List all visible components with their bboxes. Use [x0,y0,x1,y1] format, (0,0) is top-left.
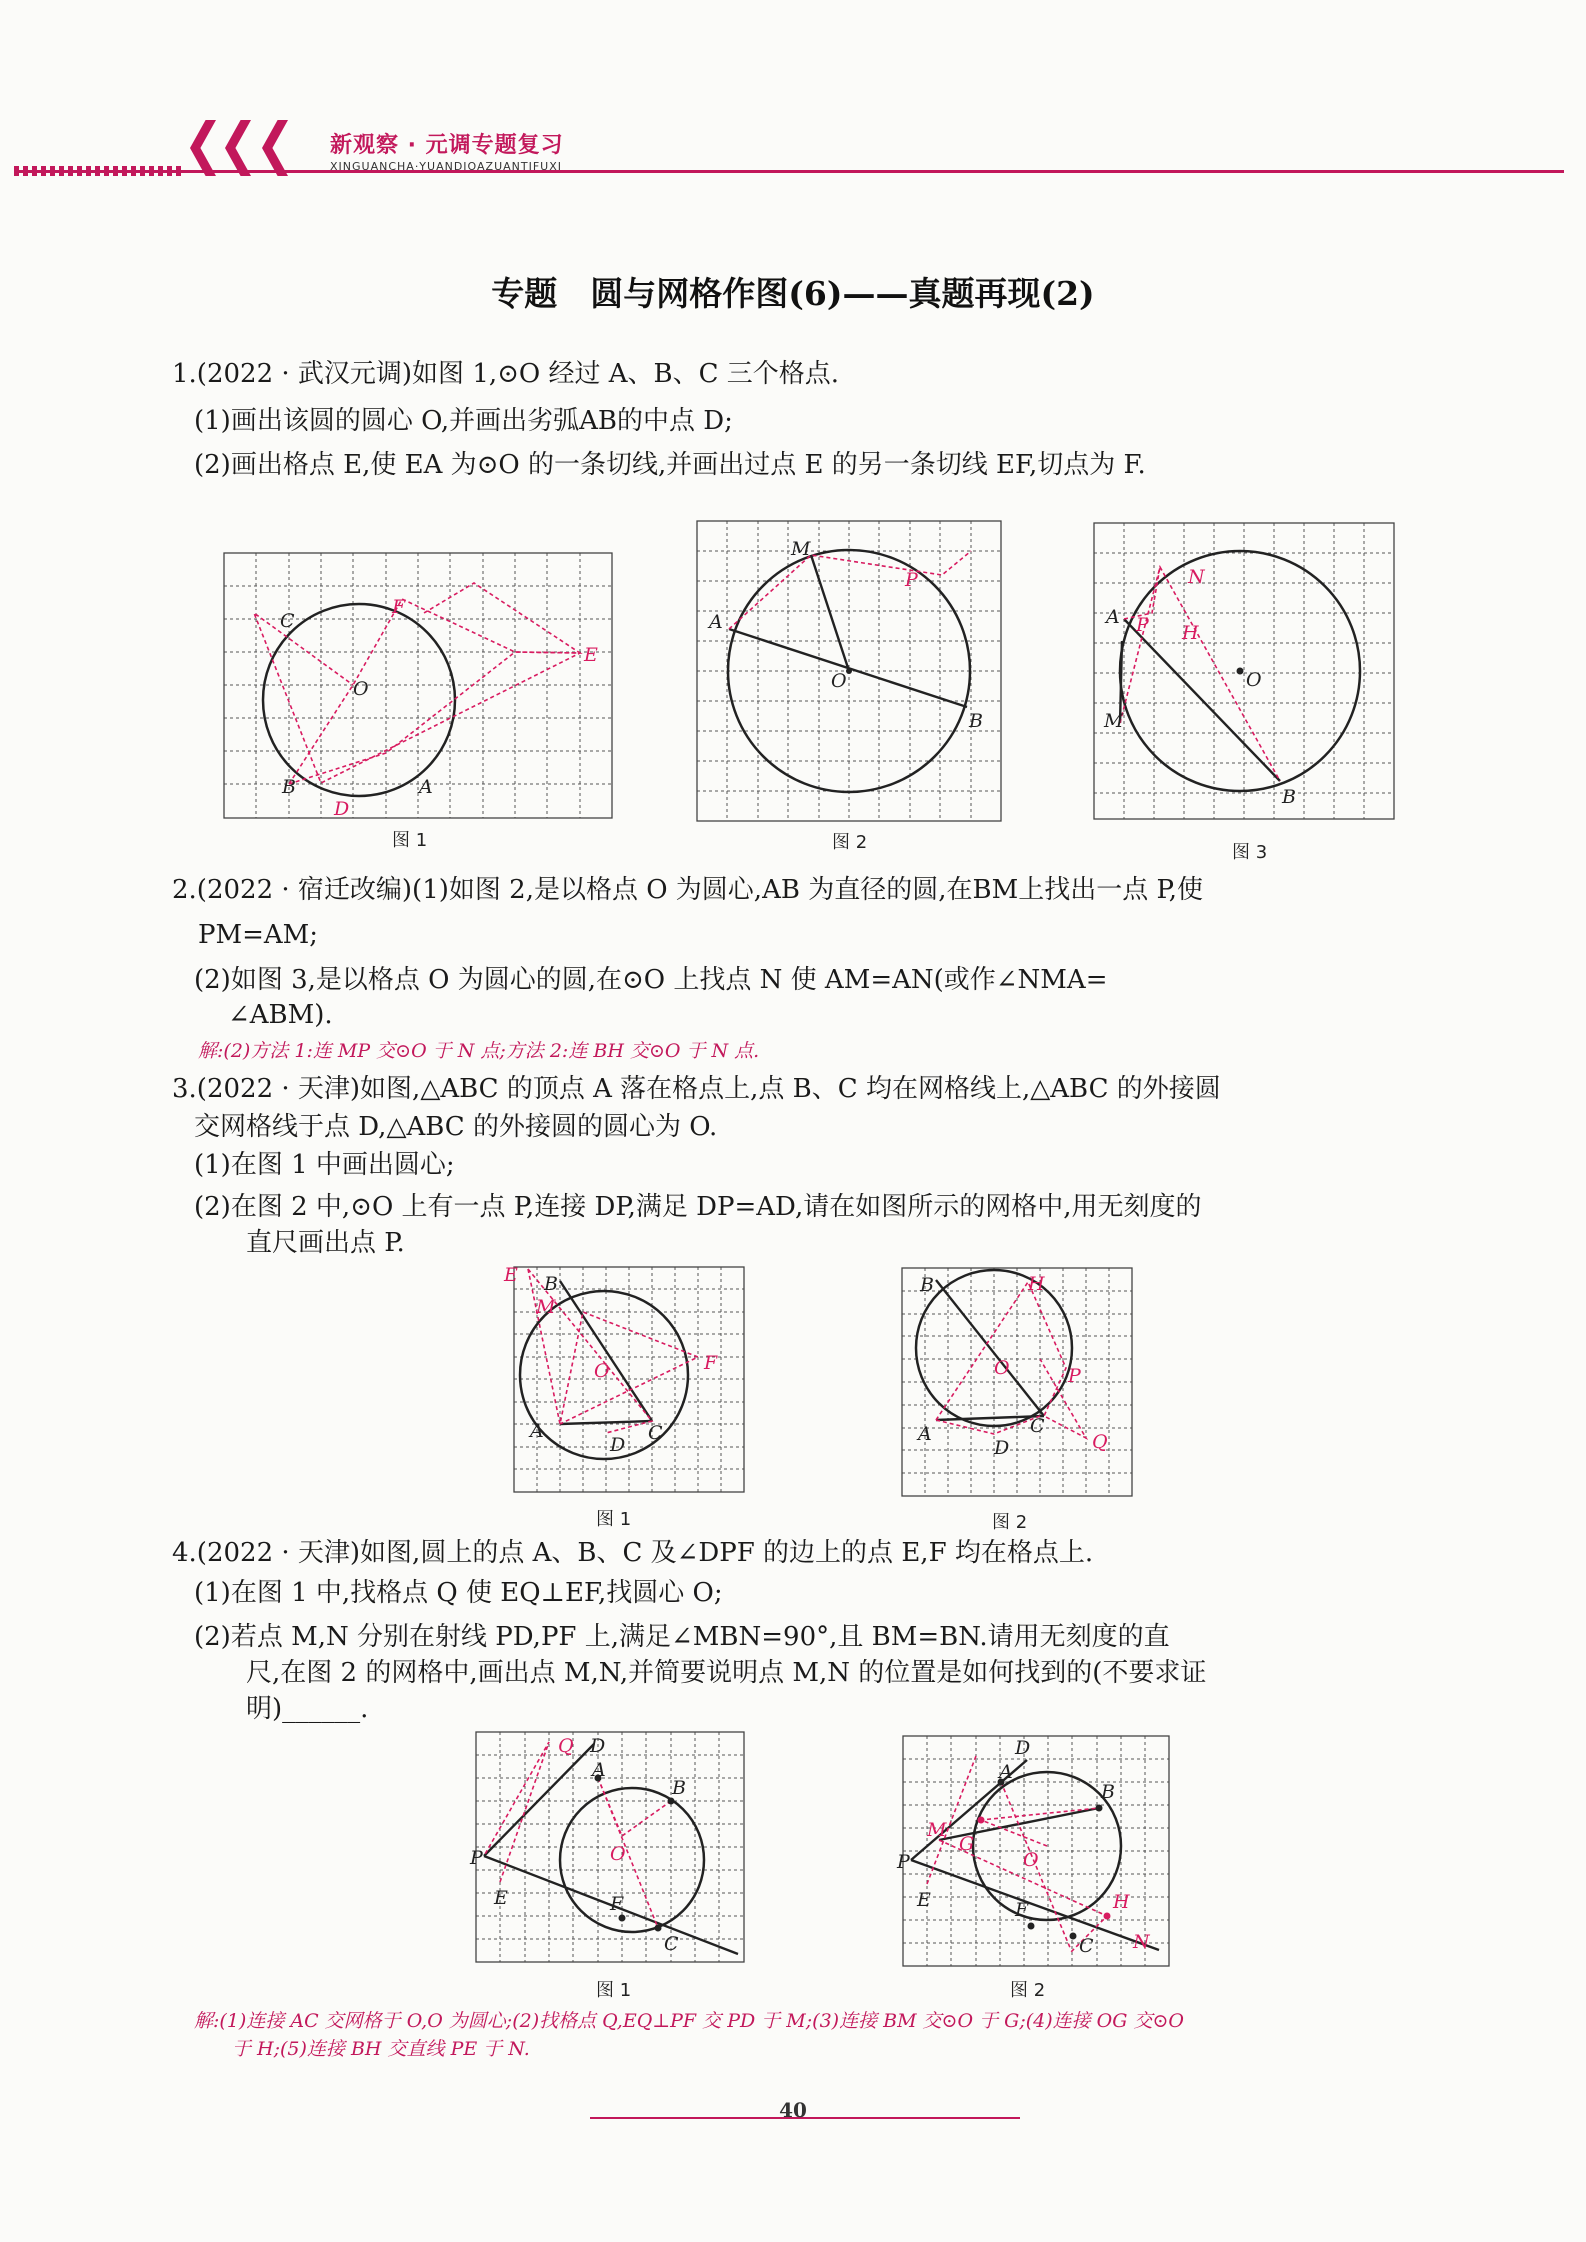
label-e: E [494,1887,508,1909]
label-a: A [1106,606,1120,628]
label-e: E [584,644,598,666]
label-b: B [920,1274,934,1296]
label-c: C [664,1933,679,1955]
label-b: B [1282,786,1296,808]
header-chevron [225,120,251,176]
q4-figure-2 [897,1736,1169,1966]
label-g: G [959,1833,975,1855]
q2-solution: 解:(2)方法 1:连 MP 交⊙O 于 N 点;方法 2:连 BH 交⊙O 于 N 点. [198,1040,760,1062]
header-chevron [190,120,216,176]
caption-q3-fig1: 图 1 [596,1509,632,1530]
label-f: F [704,1352,718,1374]
q2-stem: 2.(2022 · 宿迁改编)(1)如图 2,是以格点 O 为圆心,AB 为直径的圆,在BM上找出一点 P,使 [172,875,1203,905]
label-c: C [648,1422,663,1444]
label-m: M [791,538,811,560]
circle-o [263,604,455,796]
label-a: A [918,1423,932,1445]
q3-part2b: 直尺画出点 P. [246,1228,405,1258]
label-o: O [831,670,847,692]
caption-q1-fig1: 图 1 [392,830,428,851]
label-p: P [905,569,918,591]
label-h: H [1182,622,1199,644]
label-o: O [610,1843,626,1865]
label-e: E [504,1264,518,1286]
label-a: A [592,1759,606,1781]
caption-q4-fig2: 图 2 [1010,1980,1046,2001]
q1-figure-3 [1094,523,1394,819]
label-n: N [1133,1931,1150,1953]
label-p: P [1136,614,1149,636]
q4-part1: (1)在图 1 中,找格点 Q 使 EQ⊥EF,找圆心 O; [194,1578,723,1608]
q3-part1: (1)在图 1 中画出圆心; [194,1150,455,1180]
label-a: A [530,1420,544,1442]
label-h: H [1028,1273,1045,1295]
caption-q4-fig1: 图 1 [596,1980,632,2001]
q3-stem: 3.(2022 · 天津)如图,△ABC 的顶点 A 落在格点上,点 B、C 均在网格线上,△ABC 的外接圆 [172,1074,1221,1104]
label-c: C [280,610,295,632]
label-b: B [282,776,296,798]
q1-figure-1 [224,553,612,818]
label-d: D [334,798,350,820]
label-b: B [969,710,983,732]
label-c: C [1030,1415,1045,1437]
label-h: H [1113,1891,1130,1913]
label-b: B [1101,1781,1115,1803]
label-d: D [1015,1737,1031,1759]
label-o: O [353,678,369,700]
label-b: B [672,1777,686,1799]
label-f: F [392,596,406,618]
q1-figure-2 [697,521,1001,821]
label-a: A [999,1761,1013,1783]
label-q: Q [558,1735,574,1757]
q4-stem: 4.(2022 · 天津)如图,圆上的点 A、B、C 及∠DPF 的边上的点 E,F 均在格点上. [172,1538,1094,1568]
label-a: A [419,776,433,798]
label-o: O [1023,1849,1039,1871]
label-o: O [1246,669,1262,691]
label-o: O [594,1360,610,1382]
page-title: 专题 圆与网格作图(6)——真题再现(2) [491,274,1095,313]
label-q: Q [1092,1431,1108,1453]
label-b: B [544,1273,558,1295]
label-m: M [536,1296,556,1318]
q4-solution-line1: 解:(1)连接 AC 交网格于 O,O 为圆心;(2)找格点 Q,EQ⊥PF 交 PD 于 M;(3)连接 BM 交⊙O 于 G;(4)连接 OG 交⊙O [194,2010,1184,2032]
label-c: C [1079,1935,1094,1957]
label-f: F [610,1893,624,1915]
header-subtitle: XINGUANCHA·YUANDIOAZUANTIFUXI [330,160,563,173]
q3-figure-1 [504,1264,744,1492]
label-m: M [1104,710,1124,732]
circle-o [560,1788,704,1932]
label-f: F [1015,1899,1029,1921]
label-e: E [917,1889,931,1911]
label-m: M [927,1819,947,1841]
page-number: 40 [779,2098,807,2122]
label-a: A [709,611,723,633]
caption-q3-fig2: 图 2 [992,1512,1028,1533]
q2-part2: (2)如图 3,是以格点 O 为圆心的圆,在⊙O 上找点 N 使 AM=AN(或作∠NMA= [194,965,1108,995]
q4-part2c: 明)______. [246,1694,369,1724]
header-chevron [262,120,288,176]
label-d: D [994,1437,1010,1459]
label-p: P [470,1847,483,1869]
q1-part2: (2)画出格点 E,使 EA 为⊙O 的一条切线,并画出过点 E 的另一条切线 EF,切点为 F. [194,450,1146,480]
label-d: D [590,1735,606,1757]
q2-part2b: ∠ABM). [228,1000,333,1030]
q4-solution-line2: 于 H;(5)连接 BH 交直线 PE 于 N. [232,2038,530,2060]
caption-q1-fig3: 图 3 [1232,842,1268,863]
q1-part1: (1)画出该圆的圆心 O,并画出劣弧AB的中点 D; [194,406,733,436]
label-p: P [1068,1365,1081,1387]
label-p: P [897,1851,910,1873]
label-o: O [994,1357,1010,1379]
q1-stem: 1.(2022 · 武汉元调)如图 1,⊙O 经过 A、B、C 三个格点. [172,359,840,389]
q4-part2: (2)若点 M,N 分别在射线 PD,PF 上,满足∠MBN=90°,且 BM=BN.请用无刻度的直 [194,1622,1170,1652]
label-d: D [610,1434,626,1456]
label-n: N [1188,566,1205,588]
q4-part2b: 尺,在图 2 的网格中,画出点 M,N,并简要说明点 M,N 的位置是如何找到的(不要求证 [246,1658,1207,1688]
header-title: 新观察 · 元调专题复习 [330,133,564,158]
q2-stem-2: PM=AM; [198,920,319,950]
q3-figure-2 [902,1268,1132,1496]
q3-part2: (2)在图 2 中,⊙O 上有一点 P,连接 DP,满足 DP=AD,请在如图所示的网格中,用无刻度的 [194,1192,1202,1222]
caption-q1-fig2: 图 2 [832,832,868,853]
q3-stem-2: 交网格线于点 D,△ABC 的外接圆的圆心为 O. [194,1112,718,1142]
q4-figure-1 [470,1732,744,1962]
